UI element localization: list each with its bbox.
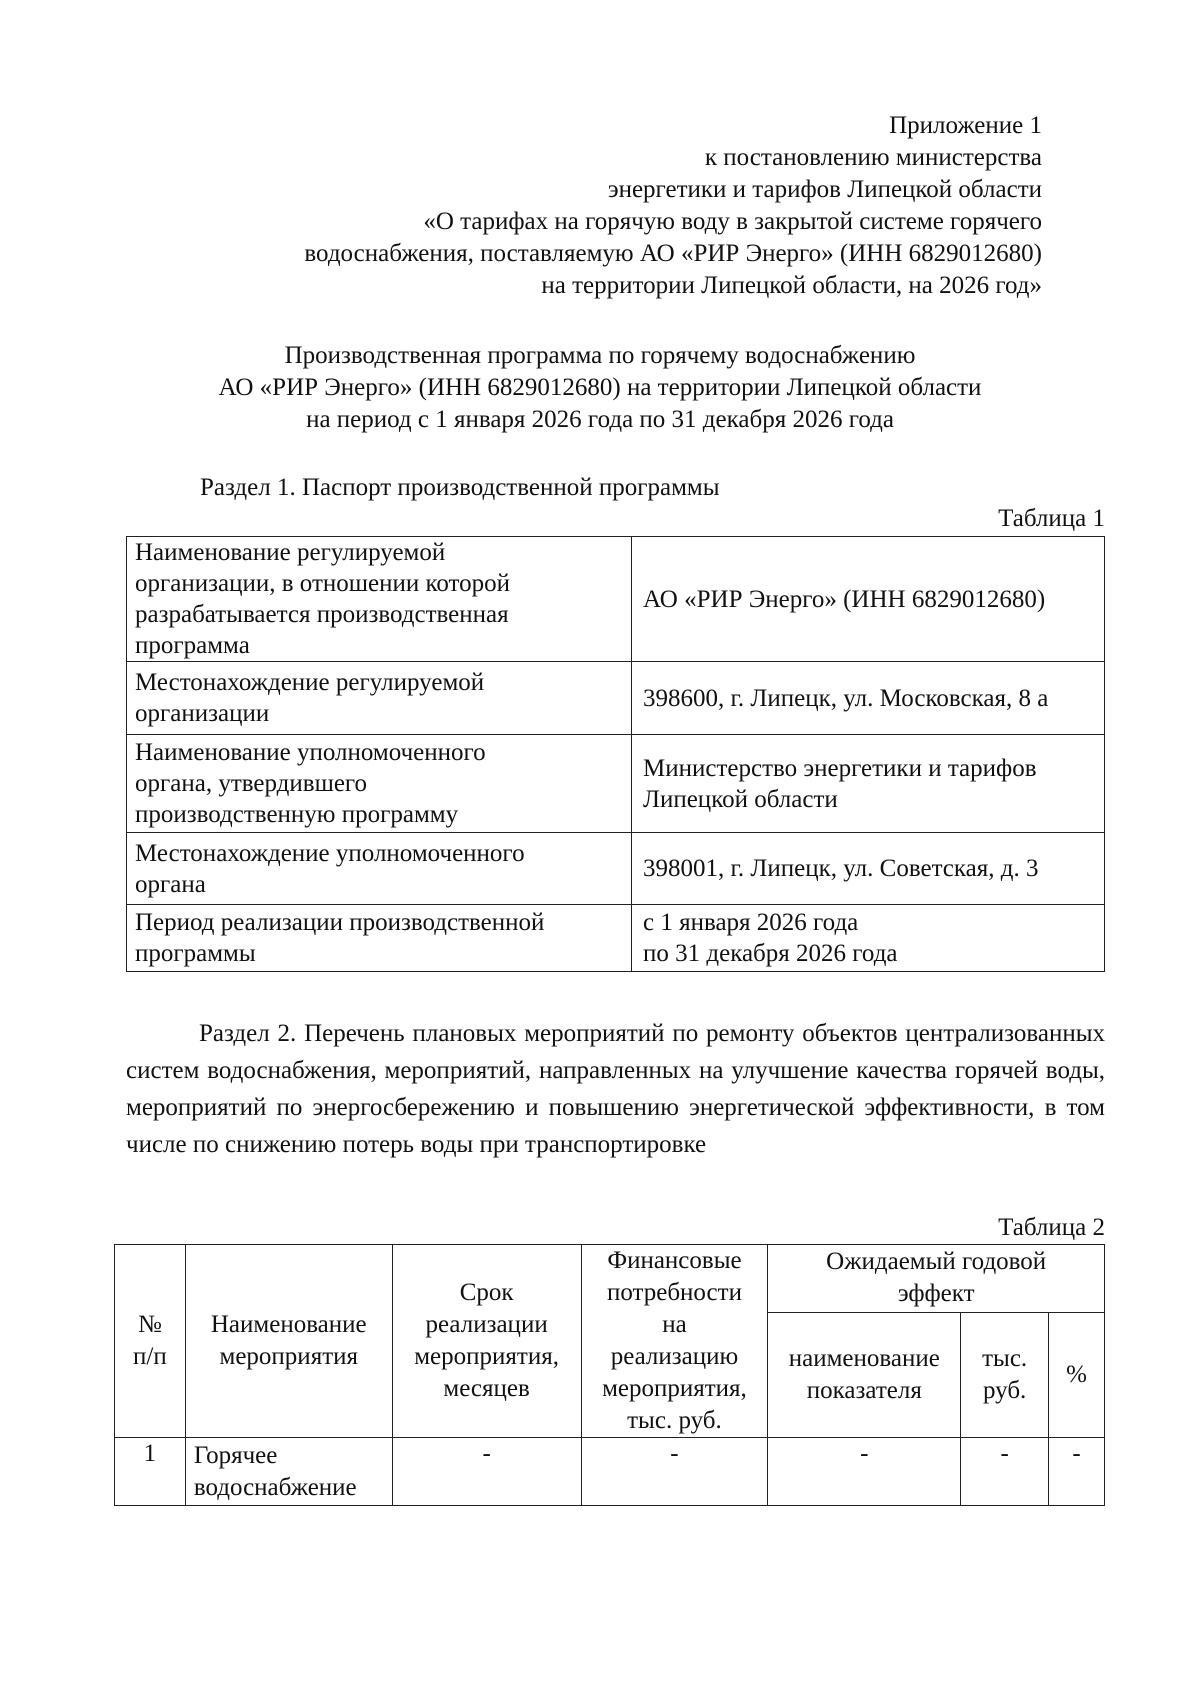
passport-table	[126, 536, 1105, 972]
cell-line: руб.	[982, 1376, 1027, 1404]
table-header-row	[115, 1245, 1105, 1313]
cell-line: Министерство энергетики и тарифов	[643, 754, 1037, 782]
cell-line: органа, утвердившего	[135, 770, 368, 797]
cell-line: Наименование уполномоченного	[135, 739, 486, 766]
passport-label	[127, 662, 632, 735]
cell-line: Финансовые	[607, 1247, 742, 1274]
header-name	[185, 1245, 392, 1438]
cell-line: мероприятия	[219, 1343, 358, 1370]
appendix-line: энергетики и тарифов Липецкой области	[607, 176, 1042, 203]
cell-line: программы	[135, 940, 256, 967]
cell-line: тыс.	[982, 1344, 1028, 1372]
cell-line: показателя	[806, 1376, 922, 1404]
cell-line: Наименование	[210, 1311, 367, 1338]
cell-line: п/п	[133, 1343, 167, 1370]
cell-num: 1	[115, 1438, 186, 1506]
cell-line: 398001, г. Липецк, ул. Советская, д. 3	[643, 855, 1039, 882]
cell-line: Местонахождение регулируемой	[135, 669, 485, 696]
program-title	[120, 340, 1080, 436]
passport-value	[632, 735, 1105, 833]
cell-line: разрабатывается производственная	[135, 601, 509, 628]
cell-line: программа	[135, 632, 250, 659]
header-effect	[768, 1245, 1105, 1313]
cell-line: мероприятия,	[602, 1375, 747, 1402]
cell-line: с 1 января 2026 года	[643, 909, 859, 936]
cell-line: Липецкой области	[643, 785, 838, 813]
cell-line: Местонахождение уполномоченного	[135, 839, 525, 867]
header-percent	[1049, 1312, 1105, 1437]
cell-line: Горячее	[193, 1441, 278, 1469]
cell-indicator: -	[768, 1438, 961, 1506]
cell-line: организации, в отношении которой	[135, 570, 510, 597]
passport-label	[127, 833, 632, 905]
cell-line: наименование	[788, 1344, 940, 1372]
section1-heading: Раздел 1. Паспорт производственной программы	[200, 474, 720, 501]
cell-line: потребности	[606, 1279, 742, 1306]
appendix-line: к постановлению министерства	[704, 144, 1042, 171]
appendix-line: Приложение 1	[889, 112, 1042, 139]
measures-table	[114, 1244, 1105, 1506]
cell-term: -	[392, 1438, 581, 1506]
program-title-line: АО «РИР Энерго» (ИНН 6829012680) на территории Липецкой области	[218, 374, 982, 401]
appendix-line: «О тарифах на горячую воду в закрытой системе горячего	[423, 208, 1042, 235]
header-term	[392, 1245, 581, 1438]
cell-line: Период реализации производственной	[135, 909, 545, 936]
appendix-line: на территории Липецкой области, на 2026 год»	[541, 272, 1042, 299]
appendix-line: водоснабжения, поставляемую АО «РИР Энерго» (ИНН 6829012680)	[304, 240, 1042, 267]
section2-heading: Раздел 2. Перечень плановых мероприятий по ремонту объектов централизованных систем водоснабжения, мероприятий, направленных на улучшение качества горячей воды, мероприятий по энергосбережению и повышению энергетической эффективности, в том числе по снижению потерь воды при транспортировке	[126, 1020, 1105, 1158]
cell-line: Ожидаемый годовой	[826, 1248, 1047, 1276]
cell-percent: -	[1049, 1438, 1105, 1506]
cell-rub: -	[961, 1438, 1049, 1506]
cell-line: реализации	[425, 1311, 548, 1338]
cell-line: №	[137, 1311, 162, 1338]
cell-line: на	[662, 1311, 687, 1338]
program-title-line: на период с 1 января 2026 года по 31 декабря 2026 года	[306, 406, 894, 433]
appendix-header	[182, 110, 1042, 302]
header-finance	[581, 1245, 768, 1438]
passport-value	[632, 537, 1105, 662]
header-rub	[961, 1312, 1049, 1437]
cell-line: по 31 декабря 2026 года	[643, 940, 898, 967]
table-row	[115, 1438, 1105, 1506]
passport-value	[632, 662, 1105, 735]
table-row	[127, 662, 1105, 735]
cell-line: эффект	[897, 1280, 975, 1308]
table-row	[127, 735, 1105, 833]
cell-line: мероприятия,	[414, 1343, 559, 1370]
passport-label	[127, 537, 632, 662]
cell-line: Наименование регулируемой	[135, 539, 446, 566]
table2-caption: Таблица 2	[998, 1214, 1105, 1241]
passport-value	[632, 905, 1105, 972]
cell-finance: -	[581, 1438, 768, 1506]
passport-label	[127, 735, 632, 833]
table-row	[127, 833, 1105, 905]
program-title-line: Производственная программа по горячему водоснабжению	[284, 342, 916, 369]
passport-value	[632, 833, 1105, 905]
cell-line: АО «РИР Энерго» (ИНН 6829012680)	[643, 585, 1046, 613]
cell-line: 398600, г. Липецк, ул. Московская, 8 а	[643, 684, 1049, 712]
cell-line: %	[1066, 1360, 1087, 1388]
cell-line: производственную программу	[135, 801, 459, 828]
cell-line: водоснабжение	[193, 1473, 357, 1501]
table-row	[127, 905, 1105, 972]
cell-line: реализацию	[610, 1343, 739, 1370]
cell-name	[185, 1438, 392, 1506]
table-row	[127, 537, 1105, 662]
cell-line: тыс. руб.	[627, 1407, 722, 1434]
cell-line: организации	[135, 700, 270, 727]
passport-label	[127, 905, 632, 972]
cell-line: месяцев	[443, 1375, 530, 1402]
header-num	[115, 1245, 186, 1438]
cell-line: Срок	[459, 1279, 514, 1306]
table1-caption: Таблица 1	[998, 505, 1105, 532]
header-indicator	[768, 1312, 961, 1437]
cell-line: органа	[135, 870, 206, 898]
